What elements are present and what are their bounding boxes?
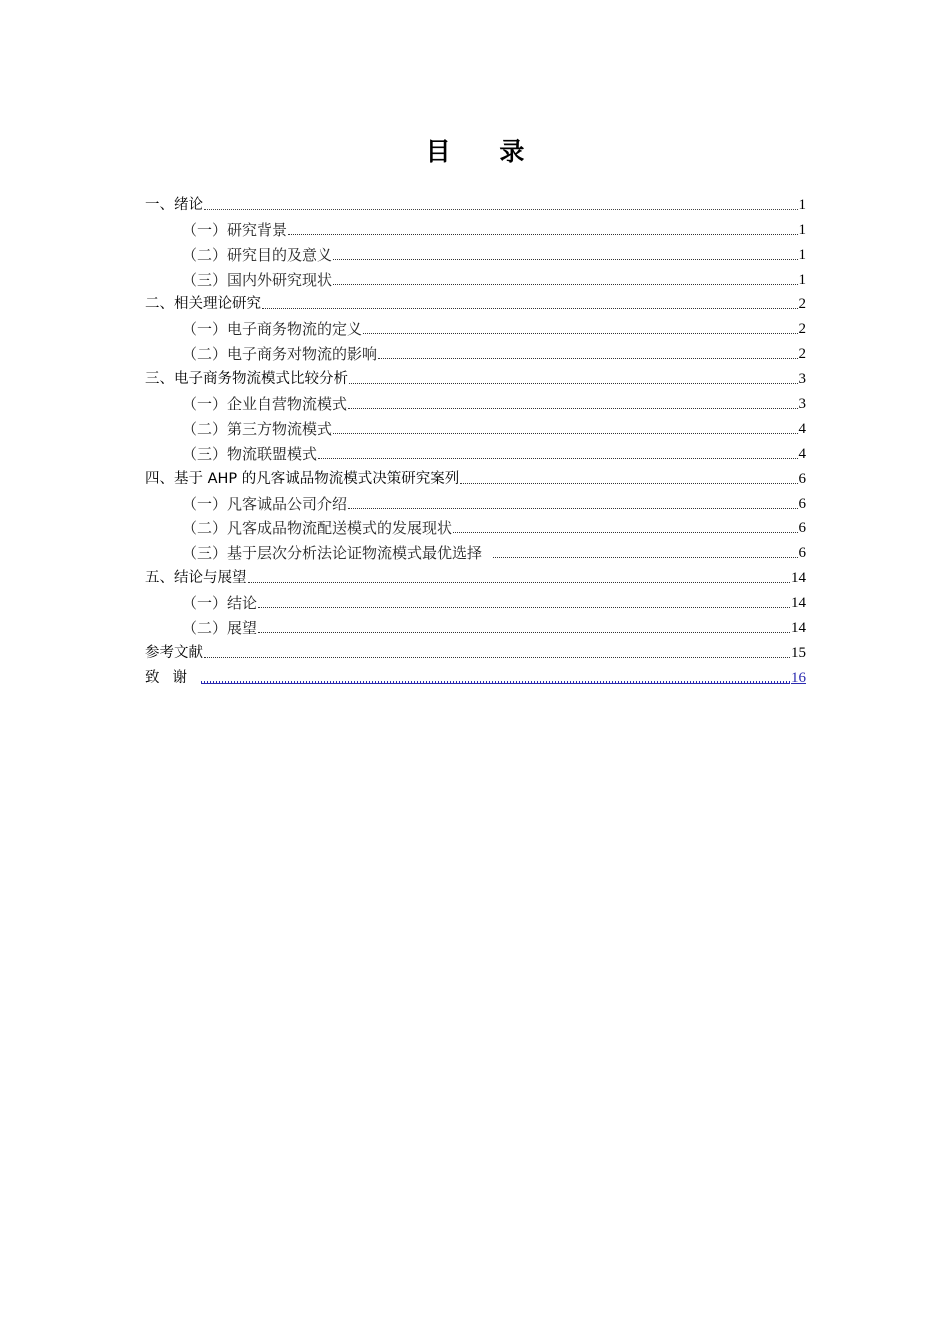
- toc-entry[interactable]: [145, 190, 806, 215]
- toc-page-number: 6: [798, 545, 806, 562]
- toc-dot-leader: [288, 233, 797, 235]
- toc-entry[interactable]: [145, 514, 806, 539]
- toc-entry-text: （一）研究背景: [182, 220, 288, 239]
- toc-entry-text: 三、电子商务物流模式比较分析: [145, 371, 348, 388]
- toc-dot-leader: [348, 407, 797, 409]
- toc-page-number: 14: [791, 595, 806, 612]
- toc-page-number: 1: [798, 196, 806, 213]
- toc-dot-leader: [348, 507, 797, 509]
- toc-entry-text: （二）电子商务对物流的影响: [182, 345, 378, 364]
- toc-dot-leader: [333, 258, 797, 260]
- toc-dot-leader: [262, 307, 798, 309]
- toc-entry-text: （二）展望: [182, 619, 258, 638]
- toc-dot-leader: [349, 382, 798, 384]
- toc-entry-text: （二）凡客成品物流配送模式的发展现状: [182, 519, 453, 538]
- toc-dot-leader: [204, 208, 798, 210]
- toc-entry-link[interactable]: [145, 663, 806, 688]
- toc-page-number: 3: [798, 371, 806, 388]
- table-of-contents: [145, 190, 806, 688]
- toc-page-number: 1: [798, 246, 806, 263]
- toc-entry-text: 参考文献: [145, 644, 203, 661]
- toc-page-number: 1: [798, 271, 806, 288]
- toc-page-number: 1: [798, 221, 806, 238]
- toc-page-number: 6: [798, 495, 806, 512]
- toc-dot-leader: [493, 556, 797, 558]
- toc-entry-text: （二）第三方物流模式: [182, 419, 333, 438]
- toc-entry-text: （三）基于层次分析法论证物流模式最优选择: [182, 544, 483, 563]
- toc-entry[interactable]: [145, 613, 806, 638]
- toc-entry-text: （一）结论: [182, 594, 258, 613]
- toc-entry[interactable]: [145, 588, 806, 613]
- toc-entry[interactable]: [145, 364, 806, 389]
- toc-entry[interactable]: [145, 265, 806, 290]
- toc-page-number: 2: [798, 346, 806, 363]
- toc-page-number: 14: [791, 620, 806, 637]
- toc-page-number: 16: [791, 669, 806, 686]
- toc-page-number: 3: [798, 396, 806, 413]
- toc-entry-text: （一）电子商务物流的定义: [182, 320, 363, 339]
- toc-entry[interactable]: [145, 489, 806, 514]
- toc-dot-leader: [378, 357, 797, 359]
- toc-entry[interactable]: [145, 464, 806, 489]
- toc-entry[interactable]: [145, 439, 806, 464]
- toc-entry-text: 致谢: [145, 669, 200, 686]
- toc-dot-leader: [318, 457, 797, 459]
- toc-dot-leader: [204, 656, 790, 658]
- toc-entry-text: （一）凡客诚品公司介绍: [182, 494, 348, 513]
- toc-entry-text: 一、绪论: [145, 196, 203, 213]
- toc-page-number: 4: [798, 445, 806, 462]
- toc-entry-text: 五、结论与展望: [145, 570, 247, 587]
- toc-entry[interactable]: [145, 563, 806, 588]
- toc-page-number: 2: [798, 296, 806, 313]
- toc-entry-text: （二）研究目的及意义: [182, 245, 333, 264]
- toc-dot-leader: [460, 482, 797, 484]
- toc-link-underline: [201, 681, 790, 684]
- toc-entry[interactable]: [145, 314, 806, 339]
- toc-page-number: 4: [798, 420, 806, 437]
- toc-entry-text: （一）企业自营物流模式: [182, 395, 348, 414]
- toc-entry[interactable]: [145, 638, 806, 663]
- toc-dot-leader: [333, 432, 797, 434]
- toc-entry[interactable]: [145, 389, 806, 414]
- toc-entry[interactable]: [145, 538, 806, 563]
- toc-entry-text: （三）物流联盟模式: [182, 444, 318, 463]
- toc-dot-leader: [258, 606, 790, 608]
- toc-entry[interactable]: [145, 290, 806, 315]
- toc-dot-leader: [333, 283, 797, 285]
- toc-entry[interactable]: [145, 240, 806, 265]
- toc-page-number: 6: [798, 520, 806, 537]
- toc-title: 目 录: [425, 137, 545, 166]
- toc-entry-text: 二、相关理论研究: [145, 296, 261, 313]
- toc-dot-leader: [453, 531, 797, 533]
- toc-dot-leader: [258, 631, 790, 633]
- toc-dot-leader: [363, 332, 797, 334]
- toc-page-number: 15: [791, 644, 806, 661]
- toc-entry[interactable]: [145, 414, 806, 439]
- toc-page-number: 6: [798, 470, 806, 487]
- toc-page-number: 14: [791, 570, 806, 587]
- toc-dot-leader: [248, 581, 791, 583]
- toc-entry[interactable]: [145, 339, 806, 364]
- toc-page-number: 2: [798, 321, 806, 338]
- toc-entry-text: （三）国内外研究现状: [182, 270, 333, 289]
- toc-entry[interactable]: [145, 215, 806, 240]
- toc-entry-text: 四、基于 AHP 的凡客诚品物流模式决策研究案列: [145, 470, 460, 487]
